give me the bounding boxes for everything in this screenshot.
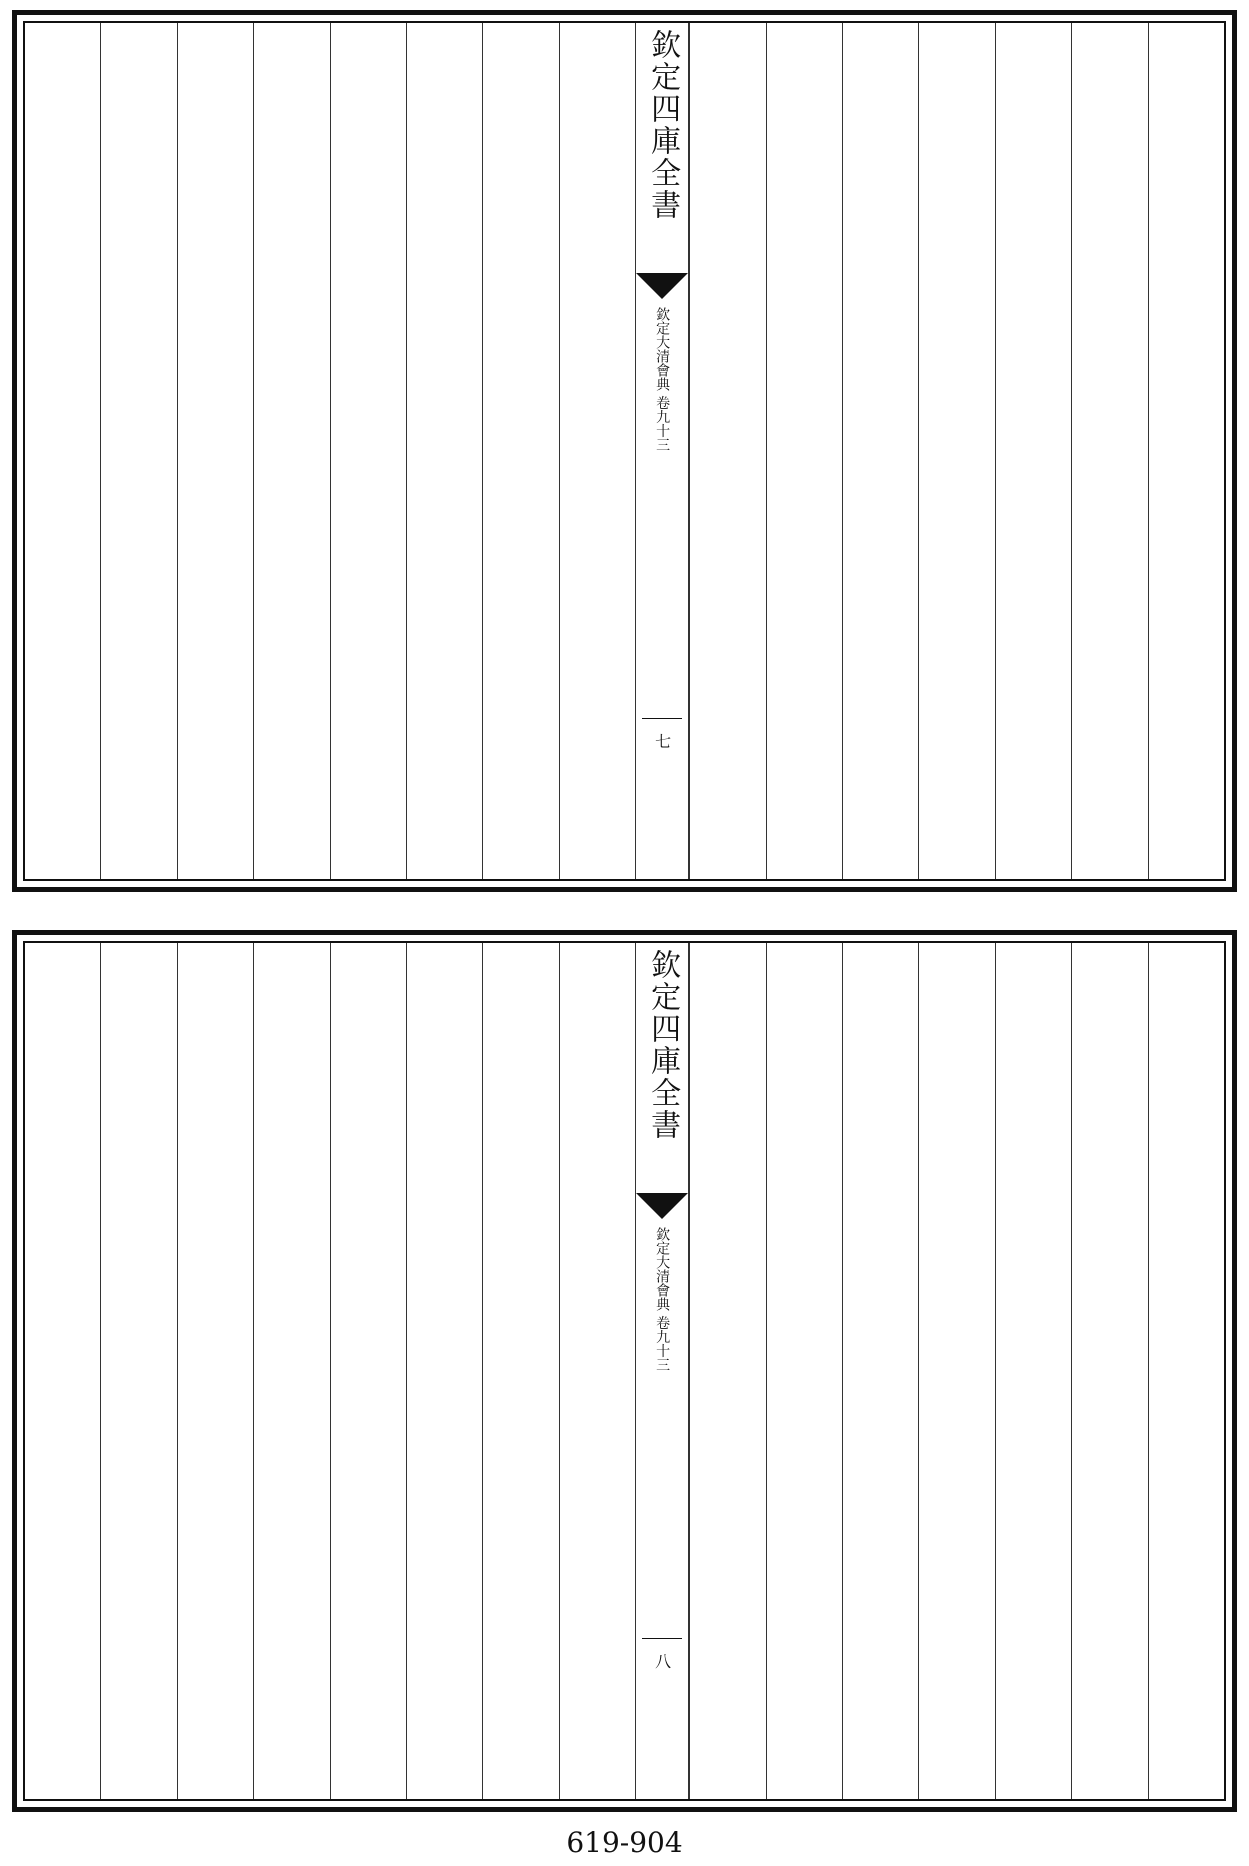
text-column bbox=[253, 943, 329, 1799]
text-column bbox=[177, 23, 253, 879]
fold-divider bbox=[642, 1638, 682, 1639]
fold-book-title: 欽定四庫全書 bbox=[645, 949, 681, 1141]
text-column bbox=[406, 943, 482, 1799]
text-column bbox=[1071, 23, 1147, 879]
text-column bbox=[918, 23, 994, 879]
text-column bbox=[1148, 943, 1224, 1799]
text-column bbox=[689, 23, 765, 879]
page-panel-bottom bbox=[12, 930, 1237, 1812]
text-column bbox=[25, 943, 100, 1799]
center-fold bbox=[635, 23, 689, 879]
text-column bbox=[1148, 23, 1224, 879]
fold-book-title: 欽定四庫全書 bbox=[645, 29, 681, 221]
text-column bbox=[482, 943, 558, 1799]
text-column bbox=[177, 943, 253, 1799]
fold-volume-label: 欽定大清會典 卷九十三 bbox=[654, 307, 671, 452]
fishtail-mark-icon bbox=[636, 273, 688, 299]
panel-top-frame bbox=[23, 21, 1226, 881]
fold-divider bbox=[642, 718, 682, 719]
text-column bbox=[842, 23, 918, 879]
text-column bbox=[559, 23, 635, 879]
text-column bbox=[482, 23, 558, 879]
page-panel-top bbox=[12, 10, 1237, 892]
text-column bbox=[918, 943, 994, 1799]
center-fold bbox=[635, 943, 689, 1799]
text-column bbox=[689, 943, 765, 1799]
text-column bbox=[253, 23, 329, 879]
page-footer-code: 619-904 bbox=[566, 1826, 683, 1859]
text-column bbox=[330, 23, 406, 879]
text-column bbox=[100, 23, 176, 879]
text-column bbox=[406, 23, 482, 879]
text-column bbox=[559, 943, 635, 1799]
text-column bbox=[842, 943, 918, 1799]
text-column bbox=[25, 23, 100, 879]
fold-page-number: 七 bbox=[652, 733, 672, 749]
text-column bbox=[995, 943, 1071, 1799]
fold-volume-label: 欽定大清會典 卷九十三 bbox=[654, 1227, 671, 1372]
fishtail-mark-icon bbox=[636, 1193, 688, 1219]
fold-page-number: 八 bbox=[652, 1653, 672, 1669]
text-column bbox=[766, 23, 842, 879]
text-column bbox=[766, 943, 842, 1799]
text-column bbox=[330, 943, 406, 1799]
text-column bbox=[100, 943, 176, 1799]
text-column bbox=[995, 23, 1071, 879]
text-column bbox=[1071, 943, 1147, 1799]
panel-bottom-frame bbox=[23, 941, 1226, 1801]
